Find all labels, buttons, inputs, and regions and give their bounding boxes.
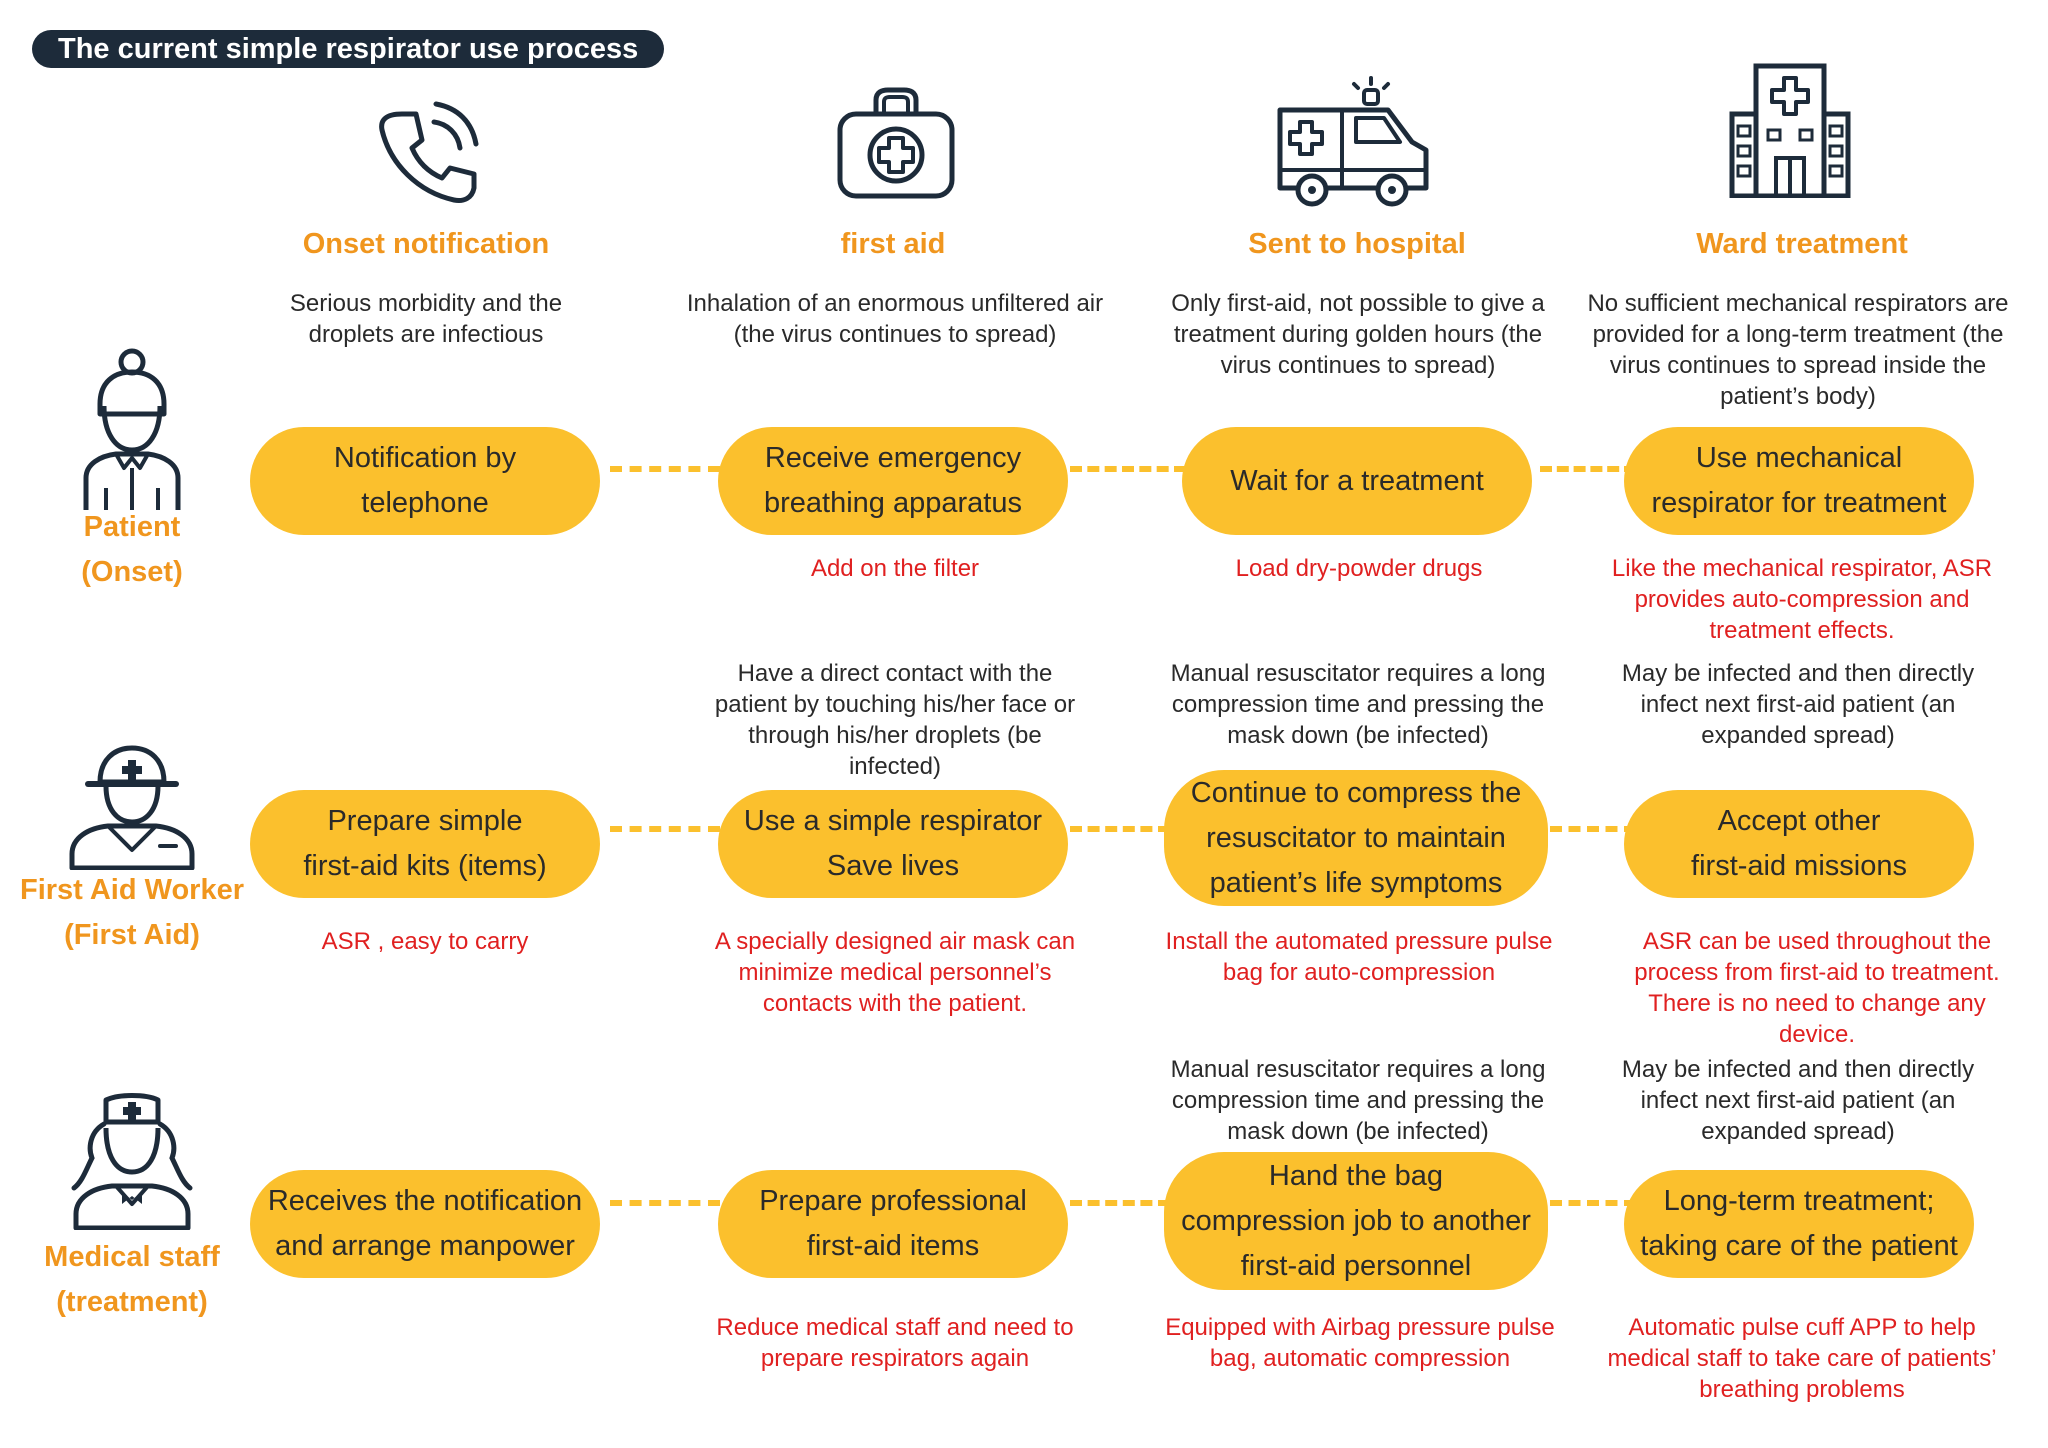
process-step (250, 427, 600, 535)
phone-icon (372, 100, 482, 210)
connector-line (1070, 826, 1170, 832)
step-line: first-aid missions (1691, 850, 1907, 882)
nurse-icon (70, 1092, 194, 1230)
step-line: Hand the bag (1268, 1159, 1444, 1192)
process-step (250, 790, 600, 898)
connector-line (610, 466, 720, 472)
problem-text: May be infected and then directly infect next first-aid patient (an expanded spread) (1621, 1056, 1975, 1145)
hospital-icon (1728, 62, 1852, 198)
process-step (1624, 1170, 1974, 1278)
step-line: breathing apparatus (764, 487, 1022, 519)
problem-text: Manual resuscitator requires a long compression time and pressing the mask down (be infected) (1170, 660, 1546, 749)
step-line: Wait for a treatment (1230, 464, 1484, 497)
step-line: Prepare simple (327, 805, 523, 837)
ambulance-icon (1276, 74, 1432, 208)
solution-text: Reduce medical staff and need to prepare respirators again (716, 1314, 1074, 1372)
process-step (718, 1170, 1068, 1278)
step-line: Use a simple respirator (743, 805, 1043, 837)
solution-text: ASR , easy to carry (321, 928, 529, 955)
problem-text: Have a direct contact with the patient by touching his/her face or through his/her droplets (be infected) (714, 660, 1076, 780)
process-step (1164, 770, 1548, 906)
step-line: Save lives (826, 850, 960, 882)
problem-text: Only first-aid, not possible to give a treatment during golden hours (the virus continues to spread) (1171, 290, 1545, 379)
role-phase: (First Aid) (64, 919, 200, 951)
step-line: patient’s life symptoms (1209, 866, 1503, 899)
step-line: Continue to compress the (1190, 776, 1522, 809)
connector-line (610, 1200, 720, 1206)
step-line: Accept other (1717, 805, 1881, 837)
step-line: Long-term treatment; (1663, 1185, 1935, 1217)
step-line: Prepare professional (759, 1185, 1027, 1217)
process-step (1182, 427, 1532, 535)
stage-title-sent-to-hospital: Sent to hospital (1248, 228, 1466, 260)
page-title: The current simple respirator use process (32, 30, 664, 68)
patient-icon (80, 348, 184, 512)
role-phase: (Onset) (81, 556, 183, 588)
step-line: taking care of the patient (1640, 1230, 1958, 1262)
process-step (1624, 427, 1974, 535)
process-step (718, 427, 1068, 535)
role-name: First Aid Worker (20, 874, 244, 906)
solution-text: ASR can be used throughout the process from first-aid to treatment. There is no need to change any device. (1634, 928, 2000, 1048)
step-line: Receives the notification (267, 1185, 583, 1217)
process-step (1624, 790, 1974, 898)
solution-text: Add on the filter (810, 555, 980, 582)
process-step (1164, 1152, 1548, 1290)
step-line: compression job to another (1181, 1204, 1531, 1237)
role-name: Patient (83, 511, 181, 543)
step-line: Receive emergency (764, 442, 1022, 474)
role-phase: (treatment) (56, 1286, 208, 1318)
first-aid-kit-icon (836, 86, 956, 200)
connector-line (1550, 1200, 1636, 1206)
step-line: and arrange manpower (275, 1230, 575, 1262)
connector-line (1070, 466, 1186, 472)
step-line: first-aid kits (items) (303, 850, 547, 882)
step-line: Use mechanical (1695, 442, 1903, 474)
role-label-medical-staff (12, 1235, 252, 1325)
stage-title-ward-treatment: Ward treatment (1696, 228, 1908, 260)
step-line: telephone (361, 487, 489, 519)
problem-text: Serious morbidity and the droplets are infectious (289, 290, 563, 348)
solution-text: A specially designed air mask can minimize medical personnel’s contacts with the patient. (714, 928, 1076, 1017)
connector-line (1070, 1200, 1170, 1206)
connector-line (1550, 826, 1636, 832)
problem-text: May be infected and then directly infect next first-aid patient (an expanded spread) (1621, 660, 1975, 749)
connector-line (1540, 466, 1636, 472)
step-line: Notification by (333, 442, 517, 474)
solution-text: Automatic pulse cuff APP to help medical staff to take care of patients’ breathing problems (1607, 1314, 1997, 1403)
step-line: first-aid items (806, 1230, 980, 1262)
stage-title-onset-notification: Onset notification (302, 228, 550, 260)
step-line: resuscitator to maintain (1206, 821, 1506, 854)
problem-text: Manual resuscitator requires a long compression time and pressing the mask down (be infected) (1170, 1056, 1546, 1145)
problem-text: No sufficient mechanical respirators are provided for a long-term treatment (the virus continues to spread inside the patient’s body) (1587, 290, 2009, 410)
role-label-patient (12, 505, 252, 595)
solution-text: Equipped with Airbag pressure pulse bag, automatic compression (1165, 1314, 1555, 1372)
solution-text: Install the automated pressure pulse bag for auto-compression (1165, 928, 1553, 986)
solution-text: Like the mechanical respirator, ASR provides auto-compression and treatment effects. (1611, 555, 1993, 644)
problem-text: Inhalation of an enormous unfiltered air (the virus continues to spread) (686, 290, 1104, 348)
step-line: first-aid personnel (1240, 1249, 1472, 1282)
stage-title-first-aid: first aid (840, 228, 946, 260)
role-name: Medical staff (44, 1241, 220, 1273)
process-step (250, 1170, 600, 1278)
step-line: respirator for treatment (1651, 487, 1947, 519)
first-aid-worker-icon (68, 742, 196, 870)
role-label-first-aid-worker (12, 868, 252, 958)
connector-line (610, 826, 720, 832)
solution-text: Load dry-powder drugs (1235, 555, 1483, 582)
process-step (718, 790, 1068, 898)
